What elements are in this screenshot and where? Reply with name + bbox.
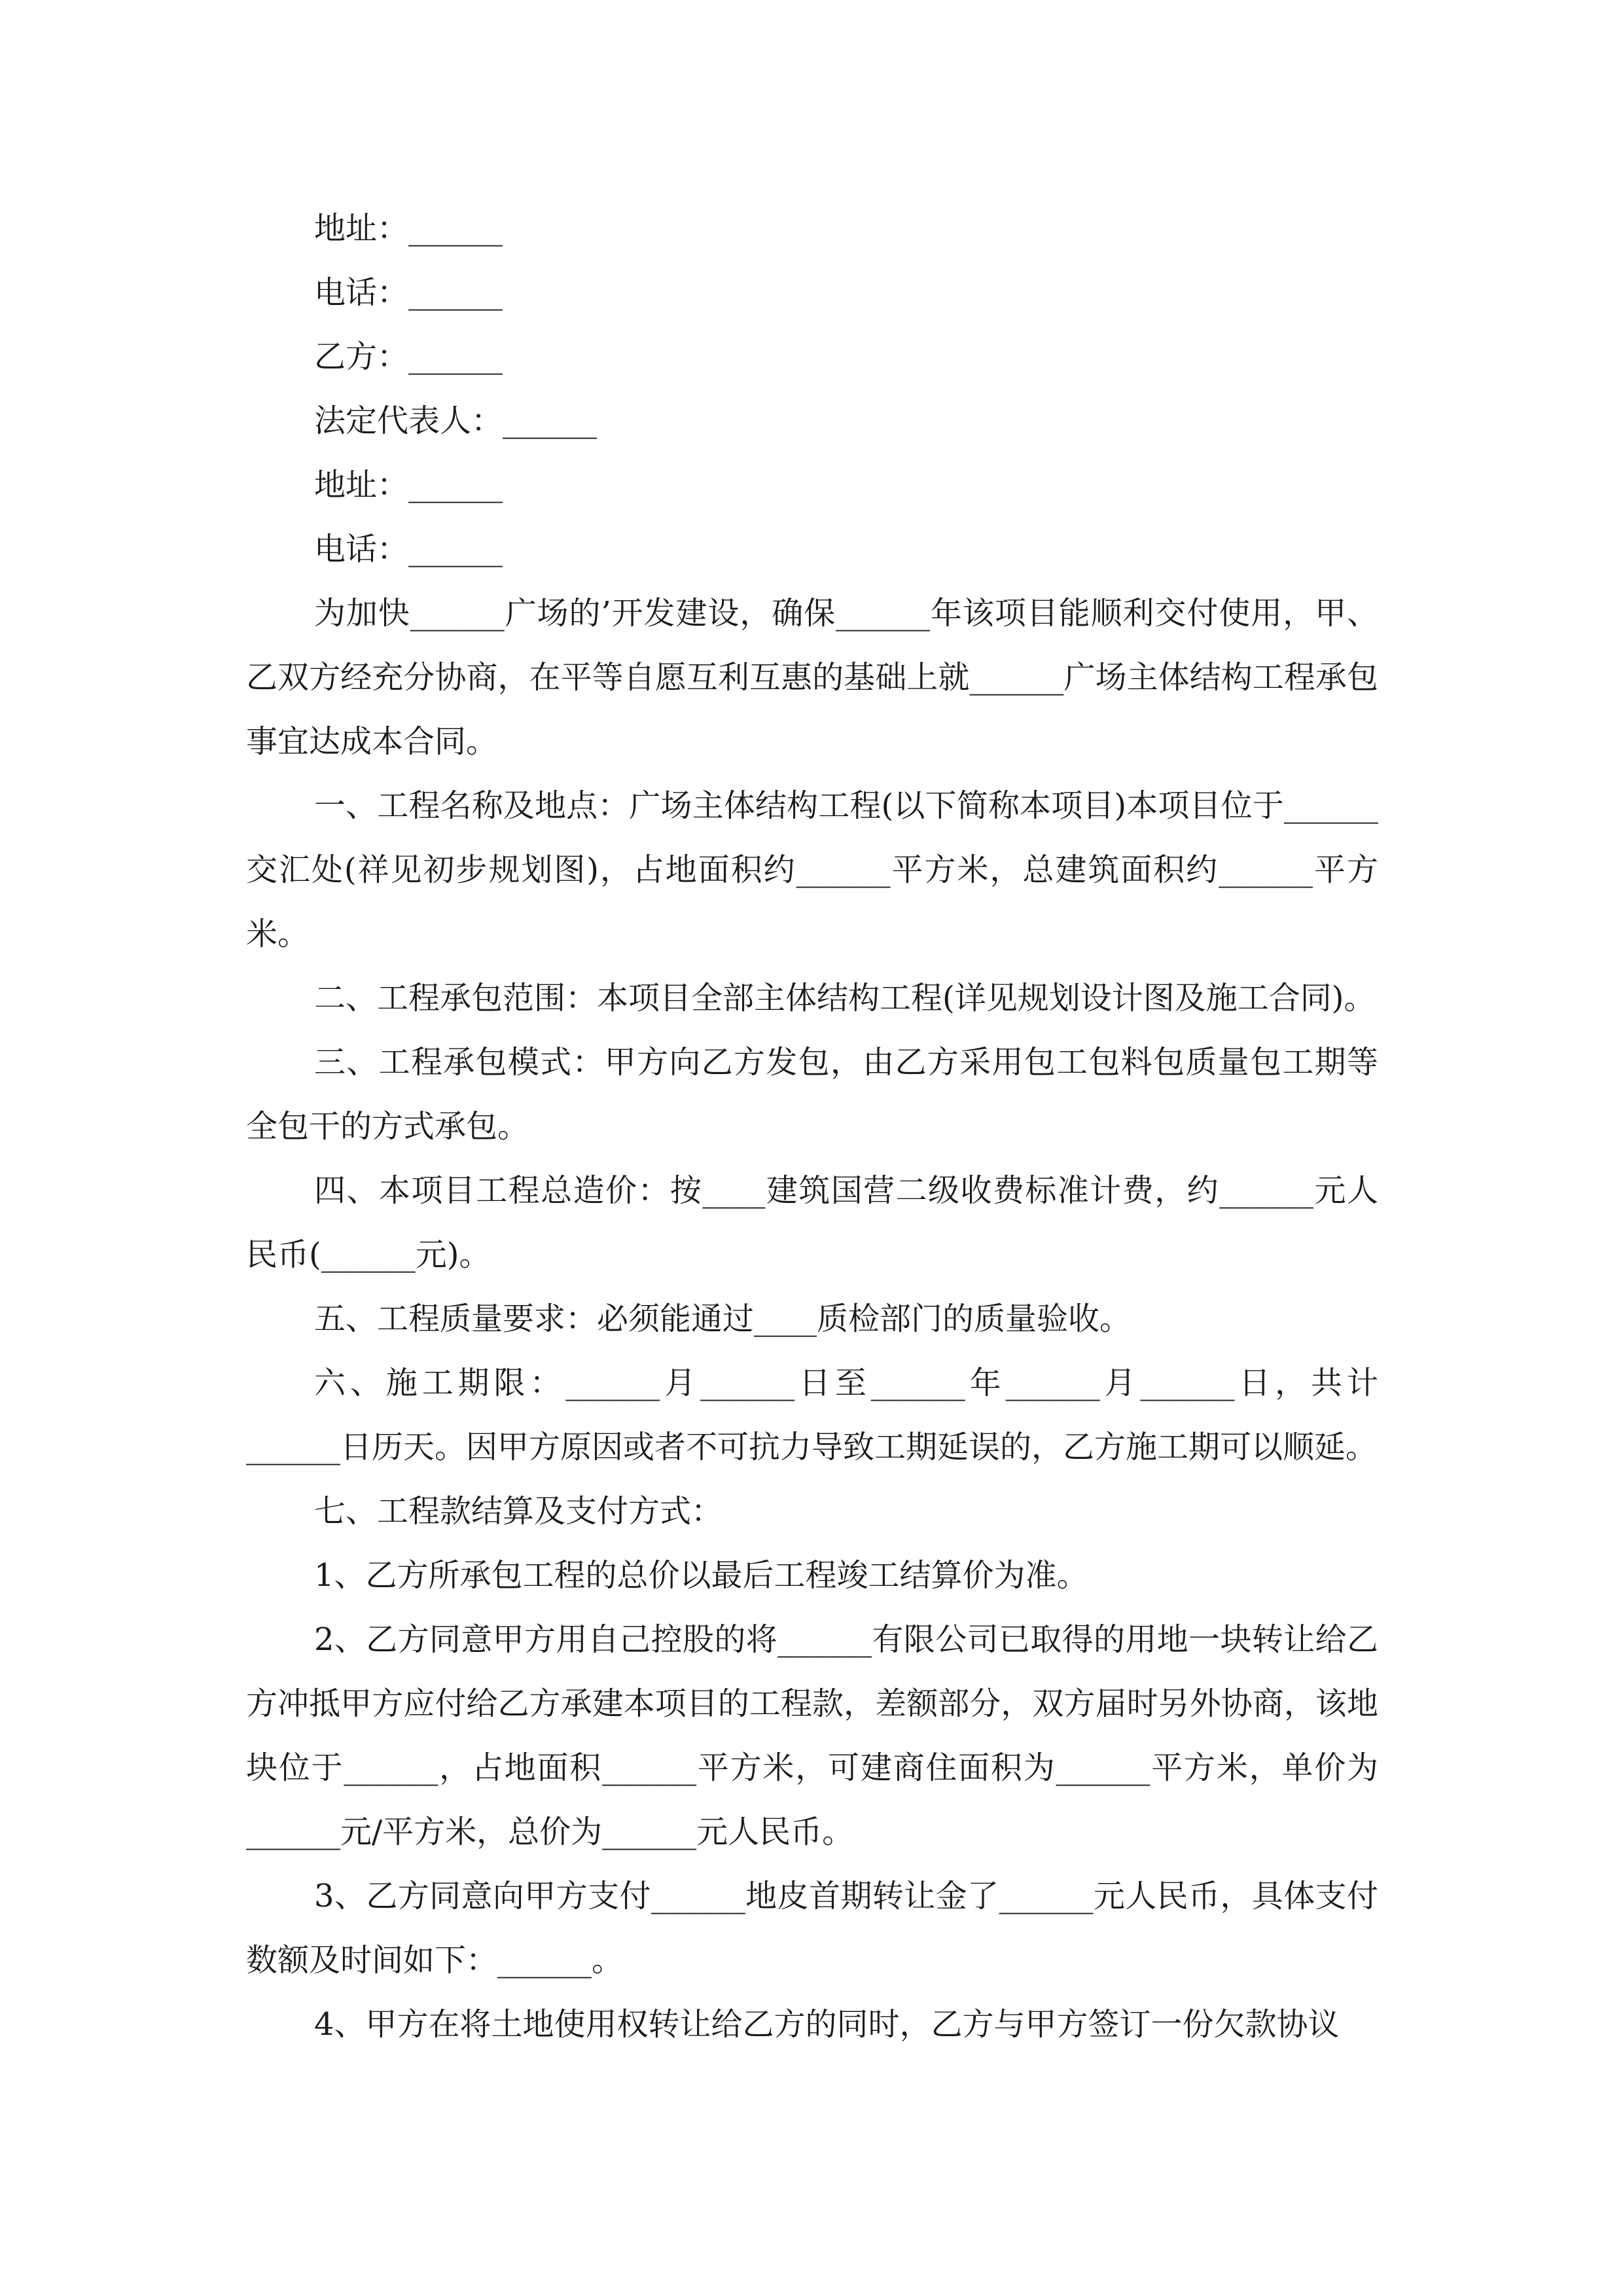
clause-7-item-1: 1、乙方所承包工程的总价以最后工程竣工结算价为准。 <box>314 1557 1088 1594</box>
contract-body <box>246 196 1378 2056</box>
clause-3-mode: 三、工程承包模式：甲方向乙方发包，由乙方采用包工包料包质量包工期等全包干的方式承包。 <box>246 1044 1378 1145</box>
party-b-phone: 电话：______ <box>314 531 503 567</box>
clause-4-total-cost: 四、本项目工程总造价：按____建筑国营二级收费标准计费，约______元人民币(______元)。 <box>246 1172 1378 1273</box>
clause-2-scope: 二、工程承包范围：本项目全部主体结构工程(详见规划设计图及施工合同)。 <box>314 980 1376 1016</box>
preamble-paragraph: 为加快______广场的’开发建设，确保______年该项目能顺利交付使用，甲、乙双方经充分协商，在平等自愿互利互惠的基础上就______广场主体结构工程承包事宜达成本合同。 <box>246 595 1378 760</box>
party-b-legal-rep: 法定代表人：______ <box>314 403 597 439</box>
clause-7-payment-heading: 七、工程款结算及支付方式： <box>314 1493 723 1530</box>
party-a-address: 地址：______ <box>314 210 503 247</box>
clause-6-schedule: 六、施工期限：______月______日至______年______月______日，共计______日历天。因甲方原因或者不可抗力导致工期延误的，乙方施工期可以顺延。 <box>246 1365 1378 1465</box>
party-b-address: 地址：______ <box>314 467 503 503</box>
clause-1-project-name: 一、工程名称及地点：广场主体结构工程(以下简称本项目)本项目位于______交汇处(祥见初步规划图)，占地面积约______平方米，总建筑面积约______平方米。 <box>246 787 1378 952</box>
party-a-phone: 电话：______ <box>314 274 503 311</box>
clause-5-quality: 五、工程质量要求：必须能通过____质检部门的质量验收。 <box>314 1300 1132 1337</box>
clause-7-item-4: 4、甲方在将土地使用权转让给乙方的同时，乙方与甲方签订一份欠款协议 <box>314 2006 1340 2043</box>
party-b-name: 乙方：______ <box>314 338 503 375</box>
clause-7-item-2: 2、乙方同意甲方用自己控股的将______有限公司已取得的用地一块转让给乙方冲抵甲方应付给乙方承建本项目的工程款，差额部分，双方届时另外协商，该地块位于______，占地面积______平方米，可建商住面积为______平方米，单价为______元/平方米，总价为______元人民币。 <box>246 1621 1378 1850</box>
clause-7-item-3: 3、乙方同意向甲方支付______地皮首期转让金了______元人民币，具体支付数额及时间如下：______。 <box>246 1878 1378 1979</box>
